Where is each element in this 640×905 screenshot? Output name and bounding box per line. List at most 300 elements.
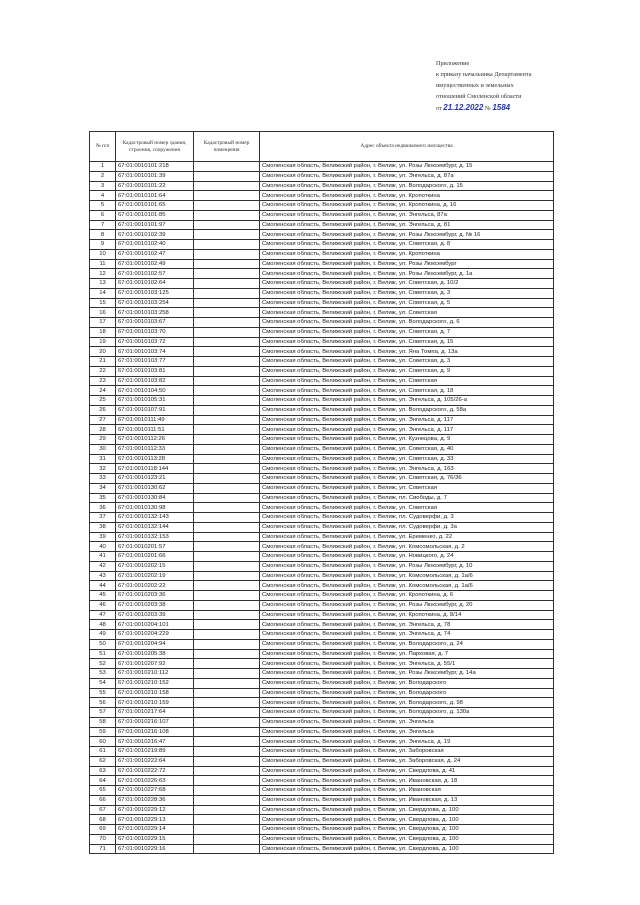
address-cell: Смоленская область, Велижский район, г. Велиж, ул. Энгельса, д. 117 <box>260 425 554 435</box>
table-row <box>90 444 554 454</box>
building-cadastral-cell: 67:01:0010103:258 <box>116 308 194 318</box>
row-number-cell: 5 <box>90 201 116 211</box>
premises-cadastral-cell <box>194 571 260 581</box>
address-cell: Смоленская область, Велижский район, г. Велиж, пл. Судоверфи, д. 3а <box>260 522 554 532</box>
table-row <box>90 756 554 766</box>
building-cadastral-cell: 67:01:0010101:65 <box>116 201 194 211</box>
row-number-cell: 7 <box>90 220 116 230</box>
address-cell: Смоленская область, Велижский район, г. Велиж, ул. Еременко, д. 22 <box>260 532 554 542</box>
address-cell: Смоленская область, Велижский район, г. Велиж, ул. Розы Люксембург, д. 15 <box>260 162 554 172</box>
premises-cadastral-cell <box>194 347 260 357</box>
address-cell: Смоленская область, Велижский район, г. Велиж, ул. Советская, д. 40 <box>260 444 554 454</box>
table-row <box>90 747 554 757</box>
premises-cadastral-cell <box>194 542 260 552</box>
building-cadastral-cell: 67:01:0010103:74 <box>116 347 194 357</box>
address-cell: Смоленская область, Велижский район, г. Велиж, ул. Советская, д. 33 <box>260 454 554 464</box>
header-number: 1584 <box>492 103 511 112</box>
table-row <box>90 171 554 181</box>
table-row <box>90 405 554 415</box>
building-cadastral-cell: 67:01:0010103:82 <box>116 376 194 386</box>
premises-cadastral-cell <box>194 269 260 279</box>
building-cadastral-cell: 67:01:0010132:143 <box>116 513 194 523</box>
row-number-cell: 19 <box>90 337 116 347</box>
address-cell: Смоленская область, Велижский район, г. Велиж, ул. Советская <box>260 503 554 513</box>
building-cadastral-cell: 67:01:0010112:26 <box>116 435 194 445</box>
row-number-cell: 70 <box>90 834 116 844</box>
address-cell: Смоленская область, Велижский район, г. Велиж, ул. Энгельса, д. 74 <box>260 630 554 640</box>
table-row <box>90 795 554 805</box>
premises-cadastral-cell <box>194 435 260 445</box>
premises-cadastral-cell <box>194 698 260 708</box>
premises-cadastral-cell <box>194 737 260 747</box>
address-cell: Смоленская область, Велижский район, г. Велиж, ул. Новицкого, д. 24 <box>260 552 554 562</box>
building-cadastral-cell: 67:01:0010229:15 <box>116 834 194 844</box>
table-row <box>90 327 554 337</box>
row-number-cell: 23 <box>90 376 116 386</box>
premises-cadastral-cell <box>194 825 260 835</box>
building-cadastral-cell: 67:01:0010222:64 <box>116 756 194 766</box>
building-cadastral-cell: 67:01:0010210:112 <box>116 669 194 679</box>
table-row <box>90 766 554 776</box>
building-cadastral-cell: 67:01:0010229:16 <box>116 844 194 854</box>
address-cell: Смоленская область, Велижский район, г. Велиж, ул. Советская, д. 15 <box>260 337 554 347</box>
row-number-cell: 35 <box>90 493 116 503</box>
building-cadastral-cell: 67:01:0010205:38 <box>116 649 194 659</box>
address-cell: Смоленская область, Велижский район, г. Велиж, ул. Советская <box>260 308 554 318</box>
table-row <box>90 708 554 718</box>
premises-cadastral-cell <box>194 357 260 367</box>
row-number-cell: 48 <box>90 620 116 630</box>
premises-cadastral-cell <box>194 181 260 191</box>
building-cadastral-cell: 67:01:0010210:152 <box>116 678 194 688</box>
premises-cadastral-cell <box>194 513 260 523</box>
table-row <box>90 727 554 737</box>
building-cadastral-cell: 67:01:0010203:38 <box>116 600 194 610</box>
row-number-cell: 14 <box>90 288 116 298</box>
address-cell: Смоленская область, Велижский район, г. Велиж, ул. Энгельса, д. 78 <box>260 620 554 630</box>
table-row <box>90 591 554 601</box>
table-row <box>90 366 554 376</box>
premises-cadastral-cell <box>194 288 260 298</box>
building-cadastral-cell: 67:01:0010103:254 <box>116 298 194 308</box>
row-number-cell: 29 <box>90 435 116 445</box>
address-cell: Смоленская область, Велижский район, г. Велиж, ул. Кропоткина, д. 16 <box>260 201 554 211</box>
premises-cadastral-cell <box>194 552 260 562</box>
row-number-cell: 71 <box>90 844 116 854</box>
row-number-cell: 12 <box>90 269 116 279</box>
table-row <box>90 532 554 542</box>
header-line-date-number <box>436 102 636 114</box>
table-row <box>90 805 554 815</box>
premises-cadastral-cell <box>194 327 260 337</box>
building-cadastral-cell: 67:01:0010101:39 <box>116 171 194 181</box>
row-number-cell: 51 <box>90 649 116 659</box>
row-number-cell: 52 <box>90 659 116 669</box>
building-cadastral-cell: 67:01:0010216:108 <box>116 727 194 737</box>
table-row <box>90 454 554 464</box>
premises-cadastral-cell <box>194 366 260 376</box>
table-row <box>90 230 554 240</box>
address-cell: Смоленская область, Велижский район, г. Велиж, ул. Энгельса, д. 117 <box>260 415 554 425</box>
row-number-cell: 66 <box>90 795 116 805</box>
address-cell: Смоленская область, Велижский район, г. Велиж, ул. Советская, д. 3 <box>260 357 554 367</box>
premises-cadastral-cell <box>194 308 260 318</box>
table-row <box>90 435 554 445</box>
building-cadastral-cell: 67:01:0010226:63 <box>116 776 194 786</box>
address-cell: Смоленская область, Велижский район, г. Велиж, ул. Свердлова, д. 100 <box>260 834 554 844</box>
building-cadastral-cell: 67:01:0010130:62 <box>116 483 194 493</box>
row-number-cell: 58 <box>90 717 116 727</box>
building-cadastral-cell: 67:01:0010101:97 <box>116 220 194 230</box>
row-number-cell: 10 <box>90 249 116 259</box>
table-row <box>90 181 554 191</box>
table-row <box>90 698 554 708</box>
premises-cadastral-cell <box>194 678 260 688</box>
row-number-cell: 57 <box>90 708 116 718</box>
row-number-cell: 9 <box>90 240 116 250</box>
premises-cadastral-cell <box>194 834 260 844</box>
table-row <box>90 483 554 493</box>
address-cell: Смоленская область, Велижский район, г. Велиж, ул. Комсомольская, д. 1а/6 <box>260 581 554 591</box>
premises-cadastral-cell <box>194 444 260 454</box>
premises-cadastral-cell <box>194 220 260 230</box>
row-number-cell: 34 <box>90 483 116 493</box>
row-number-cell: 59 <box>90 727 116 737</box>
address-cell: Смоленская область, Велижский район, г. Велиж, ул. Яна Томпа, д. 13а <box>260 347 554 357</box>
premises-cadastral-cell <box>194 727 260 737</box>
building-cadastral-cell: 67:01:0010112:33 <box>116 444 194 454</box>
column-header-premises-cadastral: Кадастровый номер помещения <box>194 132 260 162</box>
premises-cadastral-cell <box>194 776 260 786</box>
row-number-cell: 54 <box>90 678 116 688</box>
table-row <box>90 844 554 854</box>
address-cell: Смоленская область, Велижский район, г. Велиж, ул. Свердлова, д. 100 <box>260 805 554 815</box>
address-cell: Смоленская область, Велижский район, г. Велиж, ул. Свердлова, д. 100 <box>260 844 554 854</box>
building-cadastral-cell: 67:01:0010204:101 <box>116 620 194 630</box>
table-row <box>90 259 554 269</box>
address-cell: Смоленская область, Велижский район, г. Велиж, ул. Заборовская, д. 24 <box>260 756 554 766</box>
row-number-cell: 63 <box>90 766 116 776</box>
table-row <box>90 737 554 747</box>
address-cell: Смоленская область, Велижский район, г. Велиж, ул. Володарского, д. 130а <box>260 708 554 718</box>
address-cell: Смоленская область, Велижский район, г. Велиж, ул. Володарского, д. 58а <box>260 405 554 415</box>
building-cadastral-cell: 67:01:0010103:81 <box>116 366 194 376</box>
address-cell: Смоленская область, Велижский район, г. Велиж, пл. Свободы, д. 7 <box>260 493 554 503</box>
row-number-cell: 11 <box>90 259 116 269</box>
row-number-cell: 62 <box>90 756 116 766</box>
table-row <box>90 162 554 172</box>
building-cadastral-cell: 67:01:0010130:98 <box>116 503 194 513</box>
address-cell: Смоленская область, Велижский район, г. Велиж, ул. Советская, д. 7 <box>260 327 554 337</box>
table-row <box>90 464 554 474</box>
premises-cadastral-cell <box>194 756 260 766</box>
address-cell: Смоленская область, Велижский район, г. Велиж, ул. Ивановская, д. 18 <box>260 776 554 786</box>
building-cadastral-cell: 67:01:0010229:14 <box>116 825 194 835</box>
address-cell: Смоленская область, Велижский район, г. Велиж, ул. Советская, д. 5 <box>260 298 554 308</box>
table-row <box>90 776 554 786</box>
table-row <box>90 503 554 513</box>
table-body <box>90 162 554 854</box>
table-row <box>90 201 554 211</box>
premises-cadastral-cell <box>194 386 260 396</box>
property-register-table <box>89 131 554 854</box>
building-cadastral-cell: 67:01:0010102:40 <box>116 240 194 250</box>
row-number-cell: 68 <box>90 815 116 825</box>
header-date-prefix: от <box>436 105 442 112</box>
address-cell: Смоленская область, Велижский район, г. Велиж, ул. Кропоткина, д. 8/14 <box>260 610 554 620</box>
table-row <box>90 678 554 688</box>
building-cadastral-cell: 67:01:0010102:57 <box>116 269 194 279</box>
row-number-cell: 39 <box>90 532 116 542</box>
address-cell: Смоленская область, Велижский район, г. Велиж, ул. Советская, д. 9 <box>260 366 554 376</box>
table-row <box>90 630 554 640</box>
address-cell: Смоленская область, Велижский район, г. Велиж, ул. Комсомольская, д. 1а/6 <box>260 571 554 581</box>
building-cadastral-cell: 67:01:0010222:72 <box>116 766 194 776</box>
table-row <box>90 298 554 308</box>
table-row <box>90 610 554 620</box>
building-cadastral-cell: 67:01:0010201:57 <box>116 542 194 552</box>
address-cell: Смоленская область, Велижский район, г. Велиж, ул. Энгельса, д. 19 <box>260 737 554 747</box>
premises-cadastral-cell <box>194 708 260 718</box>
table-row <box>90 825 554 835</box>
building-cadastral-cell: 67:01:0010203:36 <box>116 591 194 601</box>
building-cadastral-cell: 67:01:0010118:144 <box>116 464 194 474</box>
building-cadastral-cell: 67:01:0010113:28 <box>116 454 194 464</box>
table-row <box>90 493 554 503</box>
table-row <box>90 376 554 386</box>
row-number-cell: 6 <box>90 210 116 220</box>
table-row <box>90 600 554 610</box>
building-cadastral-cell: 67:01:0010111:49 <box>116 415 194 425</box>
building-cadastral-cell: 67:01:0010229:12 <box>116 805 194 815</box>
premises-cadastral-cell <box>194 210 260 220</box>
table-row <box>90 396 554 406</box>
building-cadastral-cell: 67:01:0010204:229 <box>116 630 194 640</box>
row-number-cell: 24 <box>90 386 116 396</box>
building-cadastral-cell: 67:01:0010103:72 <box>116 337 194 347</box>
premises-cadastral-cell <box>194 717 260 727</box>
row-number-cell: 17 <box>90 318 116 328</box>
table-row <box>90 191 554 201</box>
address-cell: Смоленская область, Велижский район, г. Велиж, ул. Розы Люксембург, д. № 16 <box>260 230 554 240</box>
row-number-cell: 46 <box>90 600 116 610</box>
building-cadastral-cell: 67:01:0010102:64 <box>116 279 194 289</box>
table-row <box>90 269 554 279</box>
table-row <box>90 649 554 659</box>
table-row <box>90 639 554 649</box>
address-cell: Смоленская область, Велижский район, г. Велиж, ул. Комсомольская, д. 2 <box>260 542 554 552</box>
building-cadastral-cell: 67:01:0010132:153 <box>116 532 194 542</box>
premises-cadastral-cell <box>194 493 260 503</box>
address-cell: Смоленская область, Велижский район, г. Велиж, ул. Розы Люксембург, д. 20 <box>260 600 554 610</box>
address-cell: Смоленская область, Велижский район, г. Велиж, ул. Розы Люксембург, д. 14а <box>260 669 554 679</box>
building-cadastral-cell: 67:01:0010101:218 <box>116 162 194 172</box>
header-line-region: отношений Смоленской области <box>436 93 522 100</box>
building-cadastral-cell: 67:01:0010202:22 <box>116 581 194 591</box>
table-row <box>90 688 554 698</box>
building-cadastral-cell: 67:01:0010103:77 <box>116 357 194 367</box>
building-cadastral-cell: 67:01:0010202:15 <box>116 561 194 571</box>
row-number-cell: 40 <box>90 542 116 552</box>
address-cell: Смоленская область, Велижский район, г. Велиж, ул. Советская, д. 76/36 <box>260 474 554 484</box>
row-number-cell: 38 <box>90 522 116 532</box>
table-row <box>90 474 554 484</box>
address-cell: Смоленская область, Велижский район, г. Велиж, ул. Володарского <box>260 688 554 698</box>
table-row <box>90 249 554 259</box>
premises-cadastral-cell <box>194 561 260 571</box>
address-cell: Смоленская область, Велижский район, г. Велиж, ул. Кропоткина <box>260 191 554 201</box>
row-number-cell: 56 <box>90 698 116 708</box>
premises-cadastral-cell <box>194 230 260 240</box>
building-cadastral-cell: 67:01:0010227:68 <box>116 786 194 796</box>
building-cadastral-cell: 67:01:0010102:49 <box>116 259 194 269</box>
header-date: 21.12.2022 <box>443 103 484 112</box>
premises-cadastral-cell <box>194 522 260 532</box>
building-cadastral-cell: 67:01:0010207:92 <box>116 659 194 669</box>
address-cell: Смоленская область, Велижский район, г. Велиж, ул. Энгельса, д. 81 <box>260 220 554 230</box>
header-line-order: к приказу начальника Департамента <box>436 71 532 78</box>
premises-cadastral-cell <box>194 766 260 776</box>
row-number-cell: 20 <box>90 347 116 357</box>
premises-cadastral-cell <box>194 162 260 172</box>
row-number-cell: 22 <box>90 366 116 376</box>
table-row <box>90 318 554 328</box>
building-cadastral-cell: 67:01:0010229:13 <box>116 815 194 825</box>
row-number-cell: 50 <box>90 639 116 649</box>
table-row <box>90 240 554 250</box>
row-number-cell: 45 <box>90 591 116 601</box>
table-row <box>90 220 554 230</box>
premises-cadastral-cell <box>194 464 260 474</box>
row-number-cell: 43 <box>90 571 116 581</box>
table-row <box>90 513 554 523</box>
building-cadastral-cell: 67:01:0010103:125 <box>116 288 194 298</box>
address-cell: Смоленская область, Велижский район, г. Велиж, ул. Розы Люксембург, д. 10 <box>260 561 554 571</box>
premises-cadastral-cell <box>194 249 260 259</box>
address-cell: Смоленская область, Велижский район, г. Велиж, ул. Ивановская, д. 13 <box>260 795 554 805</box>
row-number-cell: 25 <box>90 396 116 406</box>
premises-cadastral-cell <box>194 815 260 825</box>
table-row <box>90 815 554 825</box>
address-cell: Смоленская область, Велижский район, г. Велиж, пл. Судоверфи, д. 3 <box>260 513 554 523</box>
building-cadastral-cell: 67:01:0010201:66 <box>116 552 194 562</box>
premises-cadastral-cell <box>194 240 260 250</box>
row-number-cell: 3 <box>90 181 116 191</box>
address-cell: Смоленская область, Велижский район, г. Велиж, ул. Володарского <box>260 678 554 688</box>
premises-cadastral-cell <box>194 649 260 659</box>
address-cell: Смоленская область, Велижский район, г. Велиж, ул. Володарского, д. 6 <box>260 318 554 328</box>
column-header-building-cadastral: Кадастровый номер здания, строения, сооружения <box>116 132 194 162</box>
table-row <box>90 581 554 591</box>
row-number-cell: 2 <box>90 171 116 181</box>
address-cell: Смоленская область, Велижский район, г. Велиж, ул. Кропоткина <box>260 249 554 259</box>
premises-cadastral-cell <box>194 805 260 815</box>
table-row <box>90 425 554 435</box>
row-number-cell: 31 <box>90 454 116 464</box>
row-number-cell: 33 <box>90 474 116 484</box>
address-cell: Смоленская область, Велижский район, г. Велиж, ул. Заборовская <box>260 747 554 757</box>
premises-cadastral-cell <box>194 747 260 757</box>
table-row <box>90 659 554 669</box>
premises-cadastral-cell <box>194 591 260 601</box>
premises-cadastral-cell <box>194 669 260 679</box>
address-cell: Смоленская область, Велижский район, г. Велиж, ул. Володарского, д. 15 <box>260 181 554 191</box>
building-cadastral-cell: 67:01:0010105:31 <box>116 396 194 406</box>
premises-cadastral-cell <box>194 688 260 698</box>
row-number-cell: 27 <box>90 415 116 425</box>
header-line-department: имущественных и земельных <box>436 82 514 89</box>
row-number-cell: 42 <box>90 561 116 571</box>
table-row <box>90 308 554 318</box>
building-cadastral-cell: 67:01:0010217:64 <box>116 708 194 718</box>
table-row <box>90 717 554 727</box>
premises-cadastral-cell <box>194 279 260 289</box>
address-cell: Смоленская область, Велижский район, г. Велиж, ул. Советская <box>260 376 554 386</box>
row-number-cell: 53 <box>90 669 116 679</box>
building-cadastral-cell: 67:01:0010210:158 <box>116 688 194 698</box>
building-cadastral-cell: 67:01:0010107:91 <box>116 405 194 415</box>
row-number-cell: 21 <box>90 357 116 367</box>
premises-cadastral-cell <box>194 786 260 796</box>
premises-cadastral-cell <box>194 600 260 610</box>
table-row <box>90 552 554 562</box>
row-number-cell: 26 <box>90 405 116 415</box>
row-number-cell: 67 <box>90 805 116 815</box>
building-cadastral-cell: 67:01:0010204:94 <box>116 639 194 649</box>
premises-cadastral-cell <box>194 171 260 181</box>
address-cell: Смоленская область, Велижский район, г. Велиж, ул. Энгельса, 87а <box>260 210 554 220</box>
table-row <box>90 337 554 347</box>
address-cell: Смоленская область, Велижский район, г. Велиж, ул. Советская, д. 10/2 <box>260 279 554 289</box>
row-number-cell: 65 <box>90 786 116 796</box>
building-cadastral-cell: 67:01:0010102:47 <box>116 249 194 259</box>
building-cadastral-cell: 67:01:0010210:159 <box>116 698 194 708</box>
header-line-appendix: Приложение <box>436 60 470 67</box>
row-number-cell: 61 <box>90 747 116 757</box>
premises-cadastral-cell <box>194 396 260 406</box>
building-cadastral-cell: 67:01:0010101:22 <box>116 181 194 191</box>
address-cell: Смоленская область, Велижский район, г. Велиж, ул. Володарского, д. 24 <box>260 639 554 649</box>
table-row <box>90 279 554 289</box>
building-cadastral-cell: 67:01:0010130:84 <box>116 493 194 503</box>
premises-cadastral-cell <box>194 844 260 854</box>
premises-cadastral-cell <box>194 581 260 591</box>
address-cell: Смоленская область, Велижский район, г. Велиж, ул. Советская <box>260 483 554 493</box>
table-row <box>90 561 554 571</box>
table-row <box>90 542 554 552</box>
table-row <box>90 386 554 396</box>
table-row <box>90 786 554 796</box>
premises-cadastral-cell <box>194 795 260 805</box>
address-cell: Смоленская область, Велижский район, г. Велиж, ул. Кропоткина, д. 6 <box>260 591 554 601</box>
premises-cadastral-cell <box>194 630 260 640</box>
row-number-cell: 8 <box>90 230 116 240</box>
row-number-cell: 4 <box>90 191 116 201</box>
row-number-cell: 69 <box>90 825 116 835</box>
building-cadastral-cell: 67:01:0010101:64 <box>116 191 194 201</box>
address-cell: Смоленская область, Велижский район, г. Велиж, ул. Советская, д. 3 <box>260 288 554 298</box>
row-number-cell: 41 <box>90 552 116 562</box>
building-cadastral-cell: 67:01:0010216:47 <box>116 737 194 747</box>
address-cell: Смоленская область, Велижский район, г. Велиж, ул. Свердлова, д. 100 <box>260 825 554 835</box>
address-cell: Смоленская область, Велижский район, г. Велиж, ул. Энгельса, д. 163 <box>260 464 554 474</box>
premises-cadastral-cell <box>194 532 260 542</box>
row-number-cell: 55 <box>90 688 116 698</box>
premises-cadastral-cell <box>194 483 260 493</box>
table-row <box>90 571 554 581</box>
premises-cadastral-cell <box>194 318 260 328</box>
premises-cadastral-cell <box>194 639 260 649</box>
